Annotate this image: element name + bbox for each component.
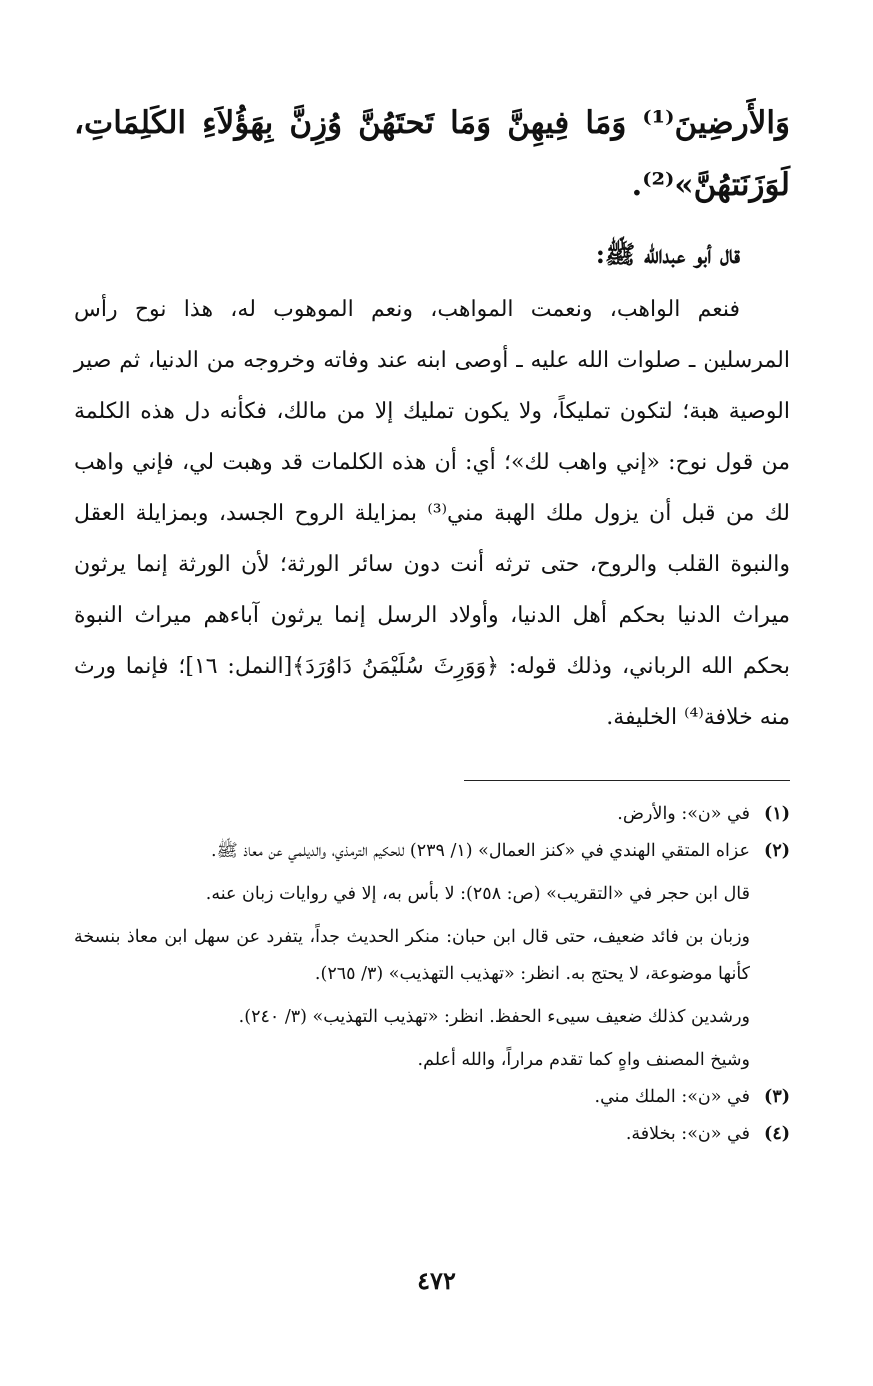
- footnote-text: عزاه المتقي الهندي في «كنز العمال» (١/ ٢٣٩) للحكيم الترمذي، والديلمي عن معاذ ﷺ.: [211, 841, 750, 861]
- footnote-number: (١): [764, 804, 790, 824]
- author-heading: قال أبو عبدالله ﷺ:: [595, 240, 740, 269]
- footnote-2-paragraph: وشيخ المصنف واهٍ كما تقدم مراراً، والله أعلم.: [417, 1050, 750, 1070]
- commentary-paragraph: فنعم الواهب، ونعمت المواهب، ونعم الموهوب له، هذا نوح رأس المرسلين ـ صلوات الله عليه ـ أوصى ابنه عند وفاته وخروجه من الدنيا، ثم صير الوصية هبة؛ لتكون تمليكاً، ولا يكون تمليك إلا من مالك، فكأنه دل هذه الكلمة من قول نوح: «إني واهب لك»؛ أي: أن هذه الكلمات قد وهبت لي، فإني واهب لك من قبل أن يزول ملك الهبة مني⁽³⁾ بمزايلة الروح الجسد، وبمزايلة العقل والنبوة القلب والروح، حتى ترثه أنت دون سائر الورثة؛ لأن الورثة إنما يرثون ميراث الدنيا بحكم أهل الدنيا، وأولاد الرسل إنما يرثون آباءهم ميراث النبوة بحكم الله الرباني، وذلك قوله: ﴿وَوَرِثَ سُلَيْمَنُ دَاوُرَدَ﴾[النمل: ١٦]؛ فإنما ورث منه خلافة⁽⁴⁾ الخليفة.: [74, 297, 791, 730]
- footnote-text: في «ن»: الملك مني.: [594, 1087, 750, 1107]
- footnote-text: في «ن»: والأرض.: [617, 804, 750, 824]
- footnote-2: [74, 833, 790, 870]
- main-text-block: [74, 92, 790, 743]
- footnote-number: (٢): [764, 841, 790, 861]
- footnote-4: [74, 1116, 790, 1153]
- footnote-number: (٣): [764, 1087, 790, 1107]
- footnote-number: (٤): [764, 1124, 790, 1144]
- footnotes-section: [74, 796, 790, 1153]
- footnote-1: [74, 796, 790, 833]
- hadith-text: وَالأَرضِينَ⁽¹⁾ وَمَا فِيهِنَّ وَمَا تَحتَهُنَّ وُزِنَّ بِهَؤُلاَءِ الكَلِمَاتِ، لَوَزَنَتهُنَّ»⁽²⁾.: [74, 105, 790, 203]
- footnote-3: [74, 1079, 790, 1116]
- footnote-separator: [464, 780, 790, 781]
- page-number: ٤٧٢: [417, 1266, 456, 1295]
- footnote-2-paragraph: قال ابن حجر في «التقريب» (ص: ٢٥٨): لا بأس به، إلا في روايات زبان عنه.: [205, 884, 750, 904]
- footnote-text: في «ن»: بخلافة.: [625, 1124, 750, 1144]
- footnote-2-paragraph: وزبان بن فائد ضعيف، حتى قال ابن حبان: منكر الحديث جداً، يتفرد عن سهل ابن معاذ بنسخة كأنها موضوعة، لا يحتج به. انظر: «تهذيب التهذيب» (٣/ ٢٦٥).: [74, 927, 750, 984]
- footnote-2-paragraph: ورشدين كذلك ضعيف سيىء الحفظ. انظر: «تهذيب التهذيب» (٣/ ٢٤٠).: [238, 1007, 750, 1027]
